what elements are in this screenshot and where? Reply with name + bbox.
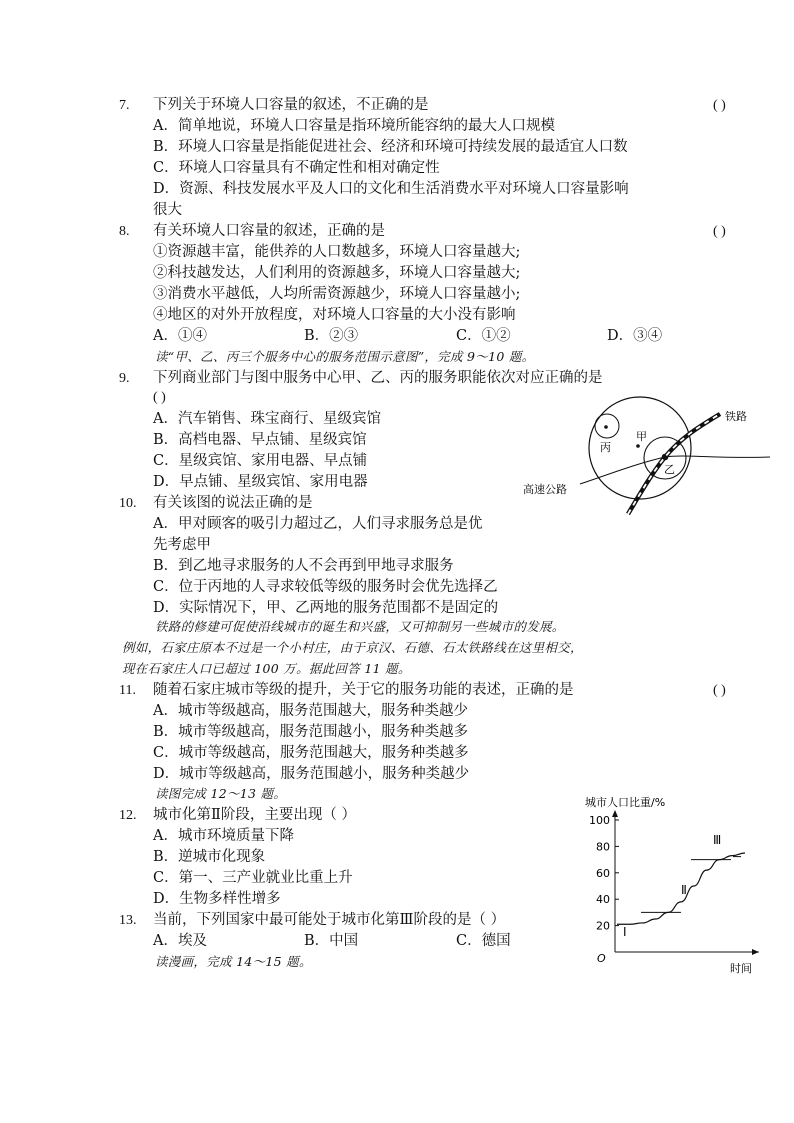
q13-option-c: C．德国	[456, 933, 511, 949]
label-bing: 丙	[600, 441, 611, 454]
q13-option-a: A．埃及	[153, 933, 207, 949]
q7-option-b: B．环境人口容量是指能促进社会、经济和环境可持续发展的最适宜人口数	[153, 139, 628, 155]
chart-origin: O	[597, 952, 606, 965]
chart-y-tick-label: 80	[596, 840, 610, 854]
q12-option-b: B．逆城市化现象	[153, 849, 266, 865]
q8-statement-4: ④地区的对外开放程度，对环境人口容量的大小没有影响	[153, 307, 516, 323]
q7-option-c: C．环境人口容量具有不确定性和相对确定性	[153, 160, 440, 176]
q9-option-a: A．汽车销售、珠宝商行、星级宾馆	[153, 411, 381, 427]
q13-number: 13.	[119, 913, 137, 928]
chart-xlabel: 时间	[730, 962, 752, 975]
q7-number: 7.	[119, 98, 130, 113]
q11-option-b: B．城市等级越高，服务范围越小，服务种类越多	[153, 724, 469, 740]
q12-option-d: D．生物多样性增多	[153, 891, 281, 907]
q9-number: 9.	[119, 371, 130, 386]
label-jia: 甲	[636, 430, 647, 443]
chart-y-arrow	[612, 810, 618, 817]
chart-y-tick-label: 60	[596, 866, 610, 880]
q8-option-c: C．①②	[456, 328, 511, 344]
q13-stem: 当前，下列国家中最可能处于城市化第Ⅲ阶段的是（ ）	[153, 912, 506, 928]
q9-option-c: C．星级宾馆、家用电器、早点铺	[153, 453, 368, 469]
q12-number: 12.	[119, 808, 137, 823]
q9-answer-paren: ( )	[153, 390, 166, 405]
chart-ylabel: 城市人口比重/%	[585, 796, 666, 809]
instruction-9-10: 读“甲、乙、丙三个服务中心的服务范围示意图”，完成 9～10 题。	[155, 349, 535, 364]
urbanization-curve-chart	[575, 790, 775, 980]
q8-answer-paren: ( )	[713, 224, 726, 239]
q10-option-a: A．甲对顾客的吸引力超过乙，人们寻求服务总是优	[153, 516, 483, 532]
center-dot-jia	[636, 444, 640, 448]
highway-line	[580, 456, 770, 484]
q8-stem: 有关环境人口容量的叙述，正确的是	[153, 223, 385, 239]
q9-option-b: B．高档电器、早点铺、星级宾馆	[153, 432, 367, 448]
q8-option-a: A．①④	[153, 328, 207, 344]
q10-stem: 有关该图的说法正确的是	[153, 495, 313, 511]
q8-statement-3: ③消费水平越低，人均所需资源越少，环境人口容量越小;	[153, 286, 521, 302]
label-railway: 铁路	[725, 410, 747, 423]
passage-line-3: 现在石家庄人口已超过 100 万。据此回答 11 题。	[122, 661, 411, 676]
q10-option-a-cont: 先考虑甲	[153, 537, 211, 553]
q9-option-d: D．早点铺、星级宾馆、家用电器	[153, 474, 368, 490]
q11-option-c: C．城市等级越高，服务范围越大，服务种类越多	[153, 745, 469, 761]
service-range-diagram	[520, 384, 790, 524]
q10-option-d: D．实际情况下，甲、乙两地的服务范围都不是固定的	[153, 600, 499, 616]
chart-y-tick-label: 20	[596, 919, 610, 933]
q10-number: 10.	[119, 496, 137, 511]
passage-line-2: 例如，石家庄原本不过是一个小村庄，由于京汉、石德、石太铁路线在这里相交，	[122, 640, 583, 655]
chart-y-tick-label: 100	[589, 814, 610, 827]
q7-option-a: A．简单地说，环境人口容量是指环境所能容纳的最大人口规模	[153, 118, 555, 134]
stage-label: Ⅱ	[681, 882, 687, 897]
label-highway: 高速公路	[523, 483, 567, 496]
instruction-14-15: 读漫画，完成 14～15 题。	[155, 954, 312, 969]
q8-statement-1: ①资源越丰富，能供养的人口数越多，环境人口容量越大;	[153, 244, 521, 260]
stage-label: Ⅲ	[713, 832, 722, 847]
q12-option-c: C．第一、三产业就业比重上升	[153, 870, 353, 886]
chart-x-arrow	[752, 949, 759, 955]
q7-option-d: D．资源、科技发展水平及人口的文化和生活消费水平对环境人口容量影响	[153, 181, 629, 197]
q11-answer-paren: ( )	[713, 683, 726, 698]
q9-stem: 下列商业部门与图中服务中心甲、乙、丙的服务职能依次对应正确的是	[153, 370, 603, 386]
q11-number: 11.	[119, 683, 136, 698]
q7-answer-paren: ( )	[713, 98, 726, 113]
q7-stem: 下列关于环境人口容量的叙述，不正确的是	[153, 97, 429, 113]
q7-option-d-cont: 很大	[153, 202, 182, 218]
passage-line-1: 铁路的修建可促使沿线城市的诞生和兴盛，又可抑制另一些城市的发展。	[155, 619, 565, 634]
q13-option-b: B．中国	[304, 933, 359, 949]
q8-statement-2: ②科技越发达，人们利用的资源越多，环境人口容量越大;	[153, 265, 521, 281]
q12-option-a: A．城市环境质量下降	[153, 828, 294, 844]
q8-option-d: D．③④	[607, 328, 663, 344]
instruction-12-13: 读图完成 12～13 题。	[155, 786, 287, 801]
q11-option-d: D．城市等级越高，服务范围越小，服务种类越少	[153, 766, 470, 782]
q11-stem: 随着石家庄城市等级的提升，关于它的服务功能的表述，正确的是	[153, 682, 574, 698]
center-dot-bing	[604, 425, 608, 429]
q8-number: 8.	[119, 224, 130, 239]
q10-option-c: C．位于丙地的人寻求较低等级的服务时会优先选择乙	[153, 579, 498, 595]
q10-option-b: B．到乙地寻求服务的人不会再到甲地寻求服务	[153, 558, 454, 574]
stage-label: Ⅰ	[623, 925, 627, 940]
q8-option-b: B．②③	[304, 328, 359, 344]
q11-option-a: A．城市等级越高，服务范围越大，服务种类越少	[153, 703, 468, 719]
chart-y-tick-label: 40	[596, 893, 610, 907]
label-yi: 乙	[664, 463, 675, 476]
q12-stem: 城市化第Ⅱ阶段，主要出现（ ）	[153, 807, 356, 823]
